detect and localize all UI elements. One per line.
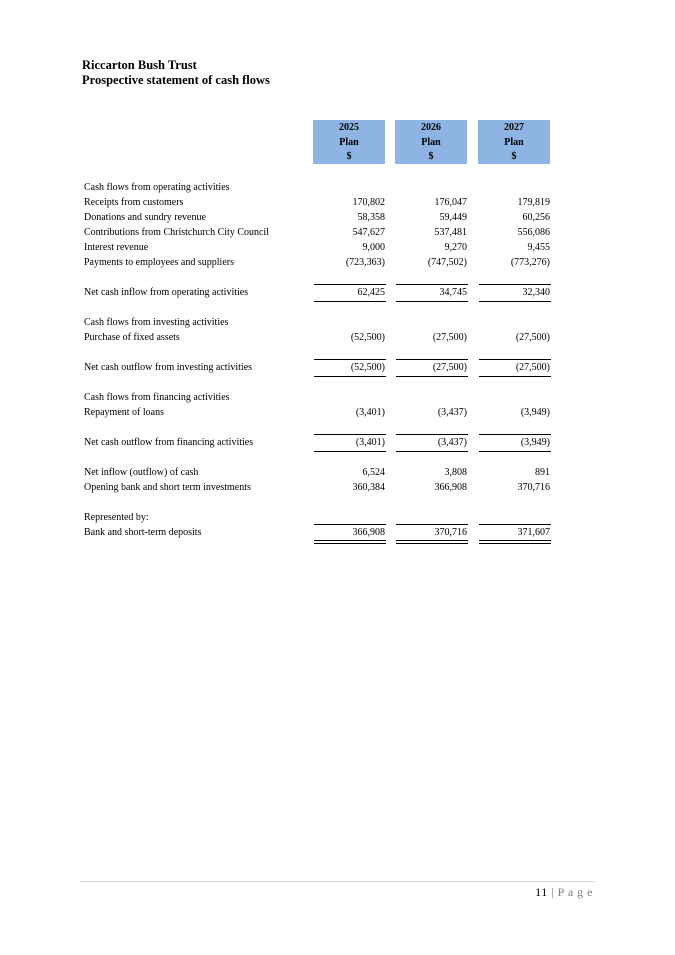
value-2025: 366,908	[352, 527, 385, 538]
value-2025: 170,802	[352, 197, 385, 208]
value-2027: 371,607	[517, 527, 550, 538]
value-2026: 537,481	[434, 227, 467, 238]
total-rule	[314, 301, 386, 302]
table-row	[0, 210, 675, 225]
table-row	[0, 480, 675, 495]
value-2026: 366,908	[434, 482, 467, 493]
row-label: Repayment of loans	[84, 407, 164, 418]
table-row	[0, 330, 675, 345]
value-2025: (52,500)	[350, 332, 385, 343]
column-unit: $	[428, 151, 434, 162]
statement-title: Prospective statement of cash flows	[82, 73, 270, 87]
value-2027: 32,340	[522, 287, 550, 298]
total-row-financing	[0, 435, 675, 450]
table-row	[0, 240, 675, 255]
value-2025: 62,425	[357, 287, 385, 298]
column-year: 2025	[339, 122, 359, 133]
column-unit: $	[511, 151, 517, 162]
value-2027: 556,086	[517, 227, 550, 238]
value-2026: (27,500)	[432, 362, 467, 373]
double-rule	[314, 540, 386, 544]
row-label: Represented by:	[84, 512, 149, 523]
column-type: Plan	[339, 136, 359, 148]
represented-by-label	[0, 510, 675, 525]
value-2027: 9,455	[527, 242, 550, 253]
value-2027: 370,716	[517, 482, 550, 493]
value-2027: (27,500)	[515, 332, 550, 343]
organisation-name: Riccarton Bush Trust	[82, 58, 197, 72]
row-label: Contributions from Christchurch City Council	[84, 227, 269, 238]
total-rule	[479, 451, 551, 452]
value-2026: (3,437)	[437, 407, 467, 418]
value-2027: 179,819	[517, 197, 550, 208]
value-2026: (3,437)	[437, 437, 467, 448]
closing-balance-row	[0, 525, 675, 540]
value-2026: 34,745	[439, 287, 467, 298]
double-rule	[396, 540, 468, 544]
value-2026: (27,500)	[432, 332, 467, 343]
column-type: Plan	[504, 136, 524, 148]
table-row	[0, 465, 675, 480]
row-label: Net cash outflow from investing activities	[84, 362, 253, 373]
row-label: Payments to employees and suppliers	[84, 257, 234, 268]
value-2025: (723,363)	[345, 257, 385, 268]
row-label: Net cash outflow from financing activities	[84, 437, 254, 448]
value-2026: 9,270	[444, 242, 467, 253]
footer-separator: |	[551, 885, 555, 899]
section-heading-financing	[0, 390, 675, 405]
value-2025: 58,358	[357, 212, 385, 223]
value-2026: 59,449	[439, 212, 467, 223]
total-rule	[314, 376, 386, 377]
page-number: 11	[535, 885, 548, 899]
value-2025: 547,627	[352, 227, 385, 238]
row-label: Cash flows from financing activities	[84, 392, 230, 403]
total-rule	[479, 301, 551, 302]
column-header-2027	[478, 120, 550, 164]
row-label: Interest revenue	[84, 242, 149, 253]
table-row	[0, 255, 675, 270]
table-row	[0, 225, 675, 240]
value-2027: (3,949)	[520, 437, 550, 448]
column-header-2026	[395, 120, 467, 164]
row-label: Purchase of fixed assets	[84, 332, 180, 343]
value-2027: 60,256	[522, 212, 550, 223]
row-label: Donations and sundry revenue	[84, 212, 206, 223]
page-footer	[535, 885, 593, 900]
row-label: Opening bank and short term investments	[84, 482, 251, 493]
row-label: Cash flows from operating activities	[84, 182, 230, 193]
row-label: Net inflow (outflow) of cash	[84, 467, 199, 478]
total-rule	[396, 376, 468, 377]
total-rule	[396, 451, 468, 452]
value-2025: (3,401)	[355, 437, 385, 448]
value-2027: (3,949)	[520, 407, 550, 418]
table-row	[0, 405, 675, 420]
total-row-investing	[0, 360, 675, 375]
column-header-2025	[313, 120, 385, 164]
section-heading-operating	[0, 180, 675, 195]
value-2027: (773,276)	[510, 257, 550, 268]
column-year: 2026	[421, 122, 441, 133]
row-label: Receipts from customers	[84, 197, 184, 208]
value-2025: 6,524	[362, 467, 385, 478]
value-2026: 3,808	[444, 467, 467, 478]
value-2025: (52,500)	[350, 362, 385, 373]
value-2027: (27,500)	[515, 362, 550, 373]
total-row-operating	[0, 285, 675, 300]
value-2026: (747,502)	[427, 257, 467, 268]
total-rule	[479, 376, 551, 377]
total-rule	[396, 301, 468, 302]
section-heading-investing	[0, 315, 675, 330]
value-2025: 9,000	[362, 242, 385, 253]
value-2026: 370,716	[434, 527, 467, 538]
column-unit: $	[346, 151, 352, 162]
double-rule	[479, 540, 551, 544]
row-label: Net cash inflow from operating activities	[84, 287, 249, 298]
row-label: Bank and short-term deposits	[84, 527, 202, 538]
table-row	[0, 195, 675, 210]
column-year: 2027	[504, 122, 524, 133]
footer-divider	[80, 881, 595, 882]
page-word: P a g e	[557, 885, 593, 899]
value-2025: (3,401)	[355, 407, 385, 418]
value-2026: 176,047	[434, 197, 467, 208]
row-label: Cash flows from investing activities	[84, 317, 229, 328]
value-2025: 360,384	[352, 482, 385, 493]
value-2027: 891	[535, 467, 550, 478]
column-type: Plan	[421, 136, 441, 148]
total-rule	[314, 451, 386, 452]
